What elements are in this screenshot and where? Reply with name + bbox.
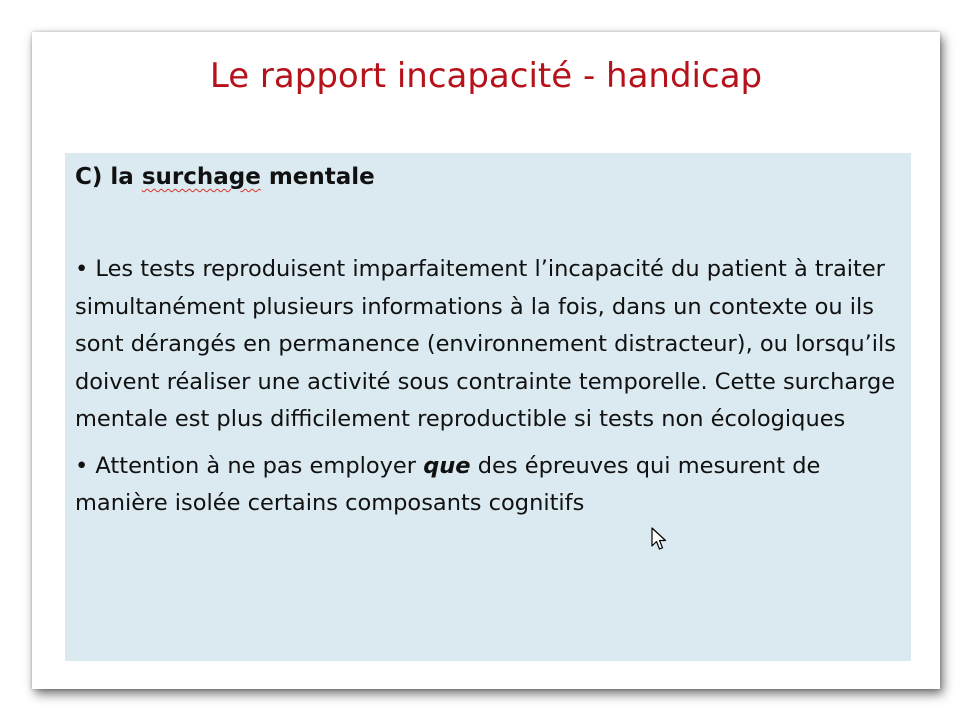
bullet-item	[75, 448, 901, 523]
section-heading	[75, 161, 901, 193]
emphasis-word: que	[423, 452, 471, 479]
content-box	[65, 153, 911, 661]
bullet-text-before: • Attention à ne pas employer	[75, 452, 424, 479]
bullet-text-after: des épreuves qui mesurent de manière isolée certains composants cognitifs	[75, 452, 821, 516]
heading-suffix: mentale	[260, 164, 375, 190]
bullet-item: • Les tests reproduisent imparfaitement l’incapacité du patient à traiter simultanément plusieurs informations à la fois, dans un contexte ou ils sont dérangés en permanence (environnement distracteur), ou lorsqu’ils doivent réaliser une activité sous contrainte temporelle. Cette surcharge mentale est plus difficilement reproductible si tests non écologiques	[75, 256, 896, 432]
slide	[32, 32, 940, 689]
mouse-pointer-icon	[651, 527, 667, 551]
slide-title: Le rapport incapacité - handicap	[209, 56, 763, 96]
heading-prefix: C) la	[75, 164, 142, 190]
misspelled-word: surchage	[141, 164, 261, 190]
